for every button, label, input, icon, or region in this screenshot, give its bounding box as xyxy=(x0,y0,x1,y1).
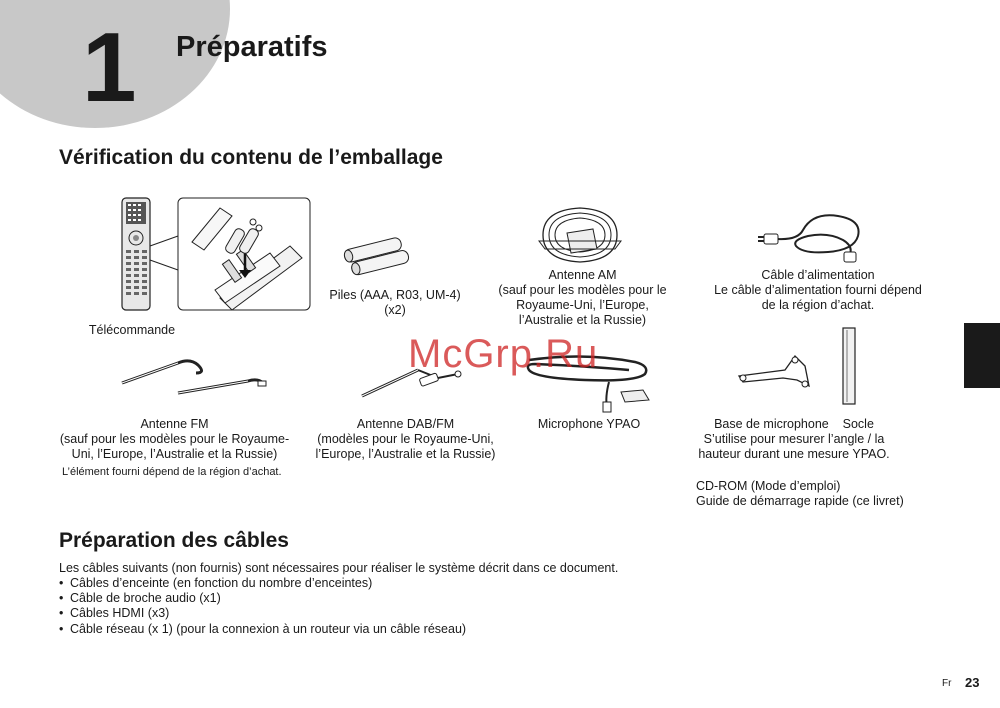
am-antenna-caption-3: Royaume-Uni, l’Europe, xyxy=(516,298,649,312)
footer-language: Fr xyxy=(942,678,952,689)
dab-fm-antenna-caption-2: (modèles pour le Royaume-Uni, xyxy=(317,432,494,446)
microphone-base-icon xyxy=(735,326,865,406)
am-antenna-icon xyxy=(535,205,625,265)
am-antenna-caption-2: (sauf pour les modèles pour le xyxy=(498,283,667,297)
power-cable-caption-3: de la région d’achat. xyxy=(761,298,875,312)
dab-fm-antenna-caption-3: l’Europe, l’Australie et la Russie) xyxy=(315,447,496,461)
fm-antenna-icon xyxy=(118,353,268,398)
power-cable-icon xyxy=(758,210,868,265)
batteries-caption-2: (x2) xyxy=(384,303,406,317)
am-antenna-caption-1: Antenne AM xyxy=(548,268,617,282)
fm-antenna-note: L’élément fourni dépend de la région d’achat. xyxy=(62,466,282,478)
fm-antenna-caption-2: (sauf pour les modèles pour le Royaume- xyxy=(59,432,290,446)
remote-control-icon xyxy=(120,198,310,313)
remote-caption: Télécommande xyxy=(88,323,176,337)
cdrom-line-1: CD-ROM (Mode d’emploi) xyxy=(696,479,841,493)
microphone-caption: Microphone YPAO xyxy=(537,417,641,431)
microphone-base-caption-3: hauteur durant une mesure YPAO. xyxy=(698,447,890,461)
power-cable-caption-1: Câble d’alimentation xyxy=(761,268,875,282)
cable-intro-text: Les câbles suivants (non fournis) sont nécessaires pour réaliser le système décrit dans ce document. xyxy=(59,561,619,575)
dab-fm-antenna-caption-1: Antenne DAB/FM xyxy=(356,417,455,431)
microphone-base-caption-2: S’utilise pour mesurer l’angle / la xyxy=(703,432,885,446)
batteries-caption-1: Piles (AAA, R03, UM-4) xyxy=(329,288,461,302)
page-number: 23 xyxy=(965,675,980,690)
microphone-base-caption-1: Base de microphone Socle xyxy=(714,417,874,431)
cdrom-line-2: Guide de démarrage rapide (ce livret) xyxy=(696,494,904,508)
list-item: • Câbles d’enceinte (en fonction du nombre d’enceintes) xyxy=(59,576,373,590)
chapter-side-tab xyxy=(964,323,1000,388)
fm-antenna-caption-3: Uni, l’Europe, l’Australie et la Russie) xyxy=(71,447,278,461)
list-item: • Câble réseau (x 1) (pour la connexion à un routeur via un câble réseau) xyxy=(59,621,467,636)
chapter-number: 1 xyxy=(82,12,133,122)
section-heading-cable-preparation: Préparation des câbles xyxy=(59,529,289,552)
section-heading-package-contents: Vérification du contenu de l’emballage xyxy=(59,146,443,169)
batteries-icon xyxy=(340,238,420,278)
list-item: • Câbles HDMI (x3) xyxy=(59,606,170,621)
list-item: • Câble de broche audio (x1) xyxy=(59,591,221,606)
am-antenna-caption-4: l’Australie et la Russie) xyxy=(518,313,647,327)
fm-antenna-caption-1: Antenne FM xyxy=(140,417,209,431)
watermark: McGrp.Ru xyxy=(408,332,599,376)
chapter-title: Préparatifs xyxy=(176,31,328,63)
power-cable-caption-2: Le câble d’alimentation fourni dépend xyxy=(714,283,922,297)
cable-list xyxy=(59,576,466,637)
